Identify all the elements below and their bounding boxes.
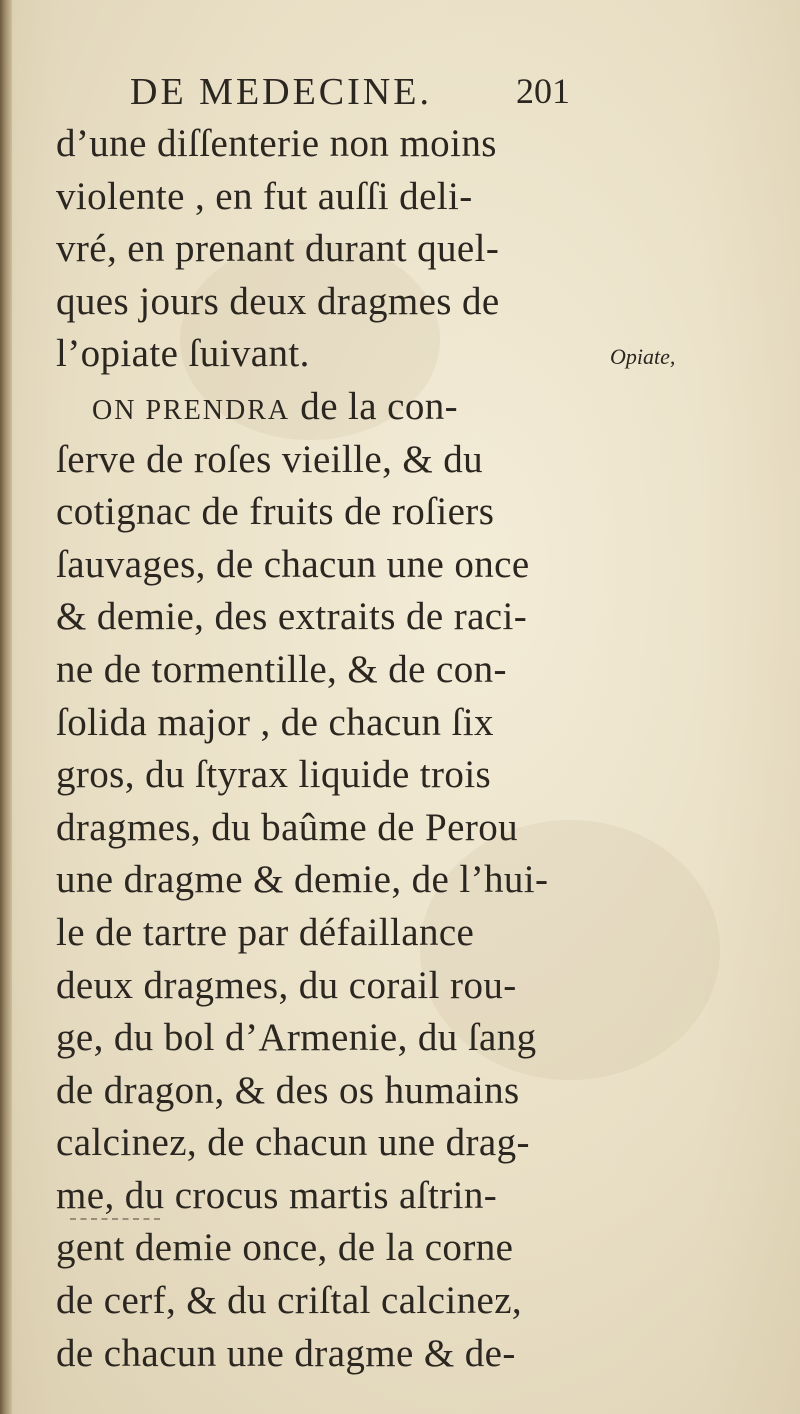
text-line: gros, du ſtyrax liquide trois [56, 753, 492, 797]
text-line: & demie, des extraits de raci- [56, 595, 528, 639]
body-text [56, 118, 616, 1380]
text-line: ſauvages, de chacun une once [56, 542, 530, 586]
text-line: ques jours deux dragmes de [56, 279, 500, 323]
text-line: me, du crocus martis aſtrin- [56, 1173, 498, 1217]
small-caps-lead: ON PRENDRA [92, 394, 291, 426]
text-line: deux dragmes, du corail rou- [56, 963, 517, 1007]
text-line: vré, en prenant durant quel- [56, 227, 500, 271]
book-spine-edge [0, 0, 12, 1414]
margin-note: Opiate, [610, 344, 676, 369]
text-line: ſolida major , de chacun ſix [56, 700, 494, 744]
text-line: gent demie once, de la corne [56, 1226, 514, 1270]
text-line: dragmes, du baûme de Perou [56, 805, 519, 849]
text-line: calcinez, de chacun une drag- [56, 1121, 530, 1165]
text-line: ne de tormentille, & de con- [56, 647, 507, 691]
text-line: de cerf, & du criſtal calcinez, [56, 1279, 523, 1323]
opening-line-rest: de la con- [290, 384, 459, 428]
text-line: ge, du bol d’Armenie, du ſang [56, 1016, 537, 1060]
running-title: DE MEDECINE. [130, 71, 432, 113]
text-line: ſerve de roſes vieille, & du [56, 437, 484, 481]
text-line: le de tartre par défaillance [56, 910, 475, 954]
text-line: l’opiate ſuivant. [56, 332, 310, 376]
page-number: 201 [516, 71, 570, 111]
catchword-rule [70, 1218, 160, 1220]
text-line: une dragme & demie, de l’hui- [56, 858, 549, 902]
text-line: violente , en fut auſſi deli- [56, 174, 473, 218]
paragraph-opening-line [56, 381, 616, 434]
text-line: de dragon, & des os humains [56, 1068, 520, 1112]
text-line: cotignac de fruits de roſiers [56, 490, 495, 534]
text-line: d’une diſſenterie non moins [56, 122, 497, 165]
text-line: de chacun une dragme & de- [56, 1331, 516, 1375]
